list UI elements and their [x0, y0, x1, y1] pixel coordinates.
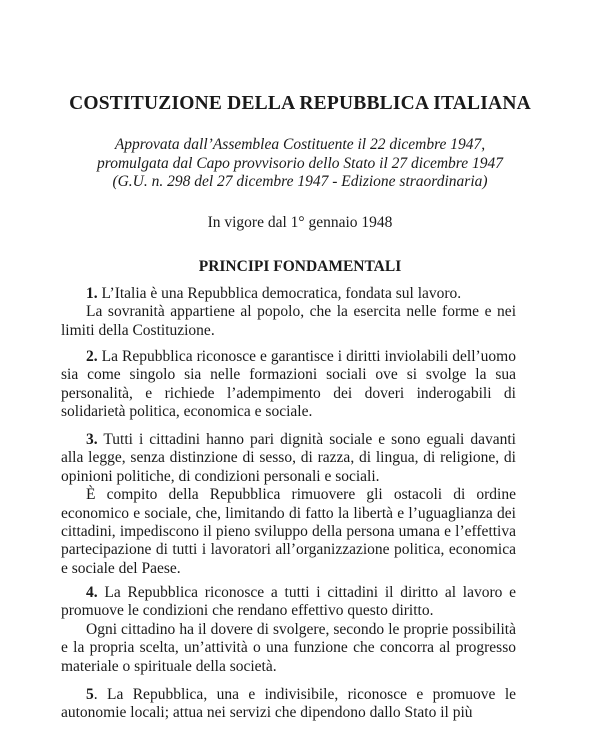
subtitle-line: (G.U. n. 298 del 27 dicembre 1947 - Edizione straordinaria)	[112, 173, 488, 190]
section-title: PRINCIPI FONDAMENTALI	[198, 258, 402, 275]
article-paragraph	[61, 686, 516, 723]
article-text: La Repubblica riconosce e garantisce i diritti inviolabili dell’uomo sia come singolo sia nelle formazioni sociali ove si svolge la sua personalità, e richiede l’adempimento dei doveri inderogabili di solidarietà politica, economica e sociale.	[61, 348, 516, 421]
article-number: 4.	[86, 584, 98, 601]
article-paragraph	[61, 348, 516, 422]
article-1	[61, 285, 516, 340]
article-3	[61, 431, 516, 578]
subtitle-line: Approvata dall’Assemblea Costituente il 22 dicembre 1947,	[114, 136, 486, 153]
article-paragraph	[61, 285, 516, 303]
article-number: 1.	[86, 285, 98, 302]
in-force-date: In vigore dal 1° gennaio 1948	[207, 214, 393, 231]
article-paragraph	[61, 431, 516, 486]
article-5	[61, 686, 516, 723]
article-4	[61, 584, 516, 676]
article-number: 5	[86, 686, 94, 703]
article-paragraph: È compito della Repubblica rimuovere gli ostacoli di ordine economico e sociale, che, limitando di fatto la libertà e l’uguaglianza dei cittadini, impediscono il pieno sviluppo della persona umana e l’effettiva partecipazione di tutti i lavoratori all’organizzazione politica, economica e sociale del Paese.	[61, 486, 516, 577]
article-paragraph	[61, 584, 516, 621]
article-text: Tutti i cittadini hanno pari dignità sociale e sono eguali davanti alla legge, senza distinzione di sesso, di razza, di lingua, di religione, di opinioni politiche, di condizioni personali e sociali.	[61, 431, 516, 485]
article-text: L’Italia è una Repubblica democratica, fondata sul lavoro.	[97, 285, 462, 302]
article-paragraph: Ogni cittadino ha il dovere di svolgere, secondo le proprie possibilità e la propria scelta, un’attività o una funzione che concorra al progresso materiale o spirituale della società.	[61, 620, 516, 675]
article-paragraph: La sovranità appartiene al popolo, che la esercita nelle forme e nei limiti della Costituzione.	[61, 303, 516, 339]
document-subtitle	[0, 136, 600, 192]
article-2	[61, 348, 516, 422]
article-number: 2.	[86, 348, 98, 365]
subtitle-line: promulgata dal Capo provvisorio dello Stato il 27 dicembre 1947	[97, 154, 503, 172]
article-text: La Repubblica riconosce a tutti i cittadini il diritto al lavoro e promuove le condizioni che rendano effettivo questo diritto.	[61, 584, 516, 620]
article-number: 3.	[86, 431, 98, 448]
document-title: COSTITUZIONE DELLA REPUBBLICA ITALIANA	[69, 93, 531, 114]
article-text: . La Repubblica, una e indivisibile, riconosce e promuove le autonomie locali; attua nei servizi che dipendono dallo Stato il più	[61, 686, 516, 722]
